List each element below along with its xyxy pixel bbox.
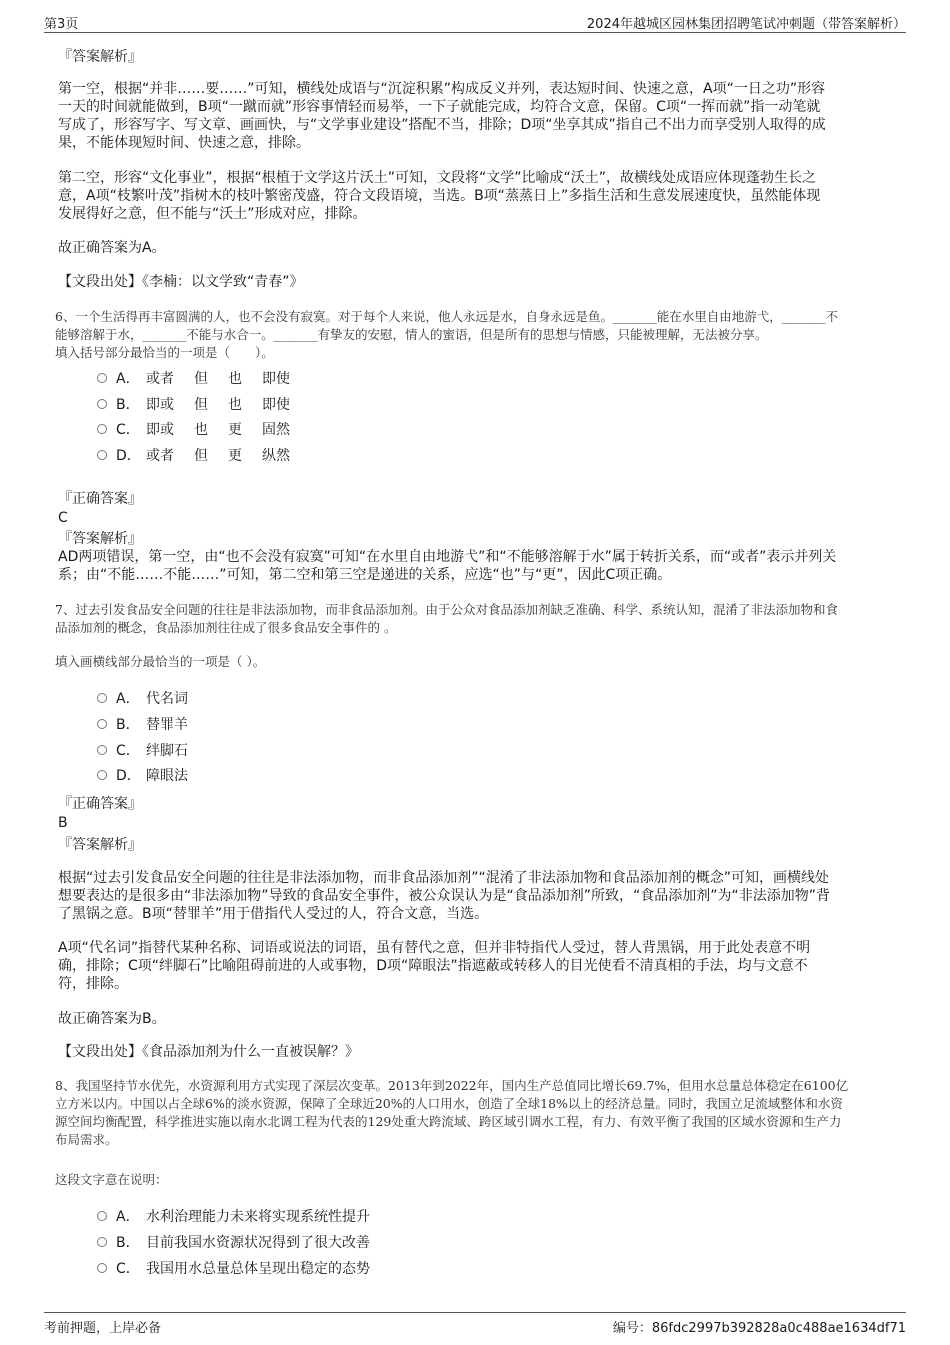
radio-icon[interactable]	[97, 373, 107, 383]
radio-icon[interactable]	[97, 745, 107, 755]
source-citation: 【文段出处】《食品添加剂为什么一直被误解？》	[58, 1044, 359, 1060]
radio-icon[interactable]	[97, 693, 107, 703]
footer-slogan: 考前押题，上岸必备	[44, 1321, 162, 1336]
radio-icon[interactable]	[97, 450, 107, 460]
question-6-analysis: AD两项错误，第一空，由“也不会没有寂寞”可知“在水里自由地游弋”和“不能够溶解于水”属于转折关系，而“或者”表示并列关 系；由“不能……不能……”可知，第二空和第三空是递进的关系，应选“也”与“更”，因此C项正确。	[58, 549, 837, 583]
question-7-option-b[interactable]: B． 替罪羊	[97, 715, 188, 735]
page-footer	[44, 1312, 906, 1335]
radio-icon[interactable]	[97, 770, 107, 780]
page-number: 第3页	[44, 17, 79, 32]
radio-icon[interactable]	[97, 399, 107, 409]
correct-answer-label: 『正确答案』	[58, 796, 142, 812]
radio-icon[interactable]	[97, 1263, 107, 1273]
question-7-option-d[interactable]: D． 障眼法	[97, 766, 188, 786]
correct-answer: C	[58, 510, 68, 526]
analysis-label: 『答案解析』	[58, 837, 142, 853]
source-citation: 【文段出处】《李楠：以文学致“青春”》	[58, 274, 304, 290]
question-7-text: 7、过去引发食品安全问题的往往是非法添加物，而非食品添加剂。由于公众对食品添加剂缺乏准确、科学、系统认知，混淆了非法添加物和食 品添加剂的概念，食品添加剂往往成了很多食品安全事件的 。	[55, 602, 838, 635]
question-8-text: 8、我国坚持节水优先，水资源利用方式实现了深层次变革。2013年到2022年，国内生产总值同比增长69.7%，但用水总量总体稳定在6100亿 立方米以内。中国以占全球6%的淡水资源，保障了全球近20%的人口用水，创造了全球18%以上的经济总量。同时，我国立足流域整体和水资 源空间均衡配置，科学推进实施以南水北调工程为代表的129处重大跨流域、跨区域引调水工程，有力、有效平衡了我国的区域水资源和生产力 布局需求。	[55, 1078, 849, 1147]
document-code: 编号：86fdc2997b392828a0c488ae1634df71	[612, 1321, 906, 1336]
question-8-prompt: 这段文字意在说明：	[55, 1172, 168, 1187]
radio-icon[interactable]	[97, 719, 107, 729]
question-8-option-a[interactable]: A． 水利治理能力未来将实现系统性提升	[97, 1207, 370, 1227]
radio-icon[interactable]	[97, 1211, 107, 1221]
question-7-prompt: 填入画横线部分最恰当的一项是（ ）。	[55, 654, 266, 669]
radio-icon[interactable]	[97, 424, 107, 434]
question-6-option-a[interactable]: A． 或者 但 也 即使	[97, 369, 310, 389]
question-6-option-d[interactable]: D． 或者 但 更 纵然	[97, 446, 310, 466]
conclusion: 故正确答案为B。	[58, 1011, 166, 1027]
document-title: 2024年越城区园林集团招聘笔试冲刺题（带答案解析）	[586, 17, 906, 32]
question-8-option-c[interactable]: C． 我国用水总量总体呈现出稳定的态势	[97, 1259, 370, 1279]
correct-answer: B	[58, 815, 68, 831]
analysis-paragraph-1: 第一空，根据“并非……要……”可知，横线处成语与“沉淀积累”构成反义并列，表达短时间、快速之意，A项“一日之功”形容 一天的时间就能做到，B项“一蹴而就”形容事情轻而易举，一下子就能完成，均符合文意，保留。C项“一挥而就”指一动笔就 写成了，形容写字、写文章、画画快，与“文学事业建设”搭配不当，排除；D项“坐享其成”指自己不出力而享受别人取得的成 果，不能体现短时间、快速之意，排除。	[58, 81, 826, 151]
question-8-option-b[interactable]: B． 目前我国水资源状况得到了很大改善	[97, 1233, 370, 1253]
question-7-option-c[interactable]: C． 绊脚石	[97, 741, 188, 761]
correct-answer-label: 『正确答案』	[58, 491, 142, 507]
conclusion: 故正确答案为A。	[58, 240, 166, 256]
question-7-analysis-1: 根据“过去引发食品安全问题的往往是非法添加物，而非食品添加剂”“混淆了非法添加物和食品添加剂的概念”可知，画横线处 想要表达的是很多由“非法添加物”导致的食品安全事件，被公众误认为是“食品添加剂”所致，“食品添加剂”为“非法添加物”背 了黑锅之意。B项“替罪羊”用于借指代人受过的人，符合文意，当选。	[58, 870, 831, 922]
question-7-analysis-2: A项“代名词”指替代某种名称、词语或说法的词语，虽有替代之意，但并非特指代人受过，替人背黑锅，用于此处表意不明 确，排除；C项“绊脚石”比喻阻碍前进的人或事物，D项“障眼法”指遮蔽或转移人的目光使看不清真相的手法，均与文意不 符，排除。	[58, 940, 811, 992]
question-7-option-a[interactable]: A． 代名词	[97, 689, 188, 709]
radio-icon[interactable]	[97, 1237, 107, 1247]
question-6-option-b[interactable]: B． 即或 但 也 即使	[97, 395, 310, 415]
analysis-paragraph-2: 第二空，形容“文化事业”，根据“根植于文学这片沃土”可知，文段将“文学”比喻成“沃土”，故横线处成语应体现蓬勃生长之 意，A项“枝繁叶茂”指树木的枝叶繁密茂盛，符合文段语境，当选。B项“蒸蒸日上”多指生活和生意发展速度快，虽然能体现 发展得好之意，但不能与“沃土”形成对应，排除。	[58, 170, 821, 222]
analysis-label: 『答案解析』	[58, 49, 142, 65]
analysis-label: 『答案解析』	[58, 531, 142, 547]
question-6-option-c[interactable]: C． 即或 也 更 固然	[97, 420, 310, 440]
question-6-text: 6、一个生活得再丰富圆满的人，也不会没有寂寞。对于每个人来说，他人永远是水，自身永远是鱼。_______能在水里自由地游弋，_______不 能够溶解于水，_______不能与水合一。_______有挚友的安慰，情人的蜜语，但是所有的思想与情感，只能被理解，无法被分享。 填入括号部分最恰当的一项是（ ）。	[55, 309, 838, 360]
page-header	[44, 10, 906, 33]
